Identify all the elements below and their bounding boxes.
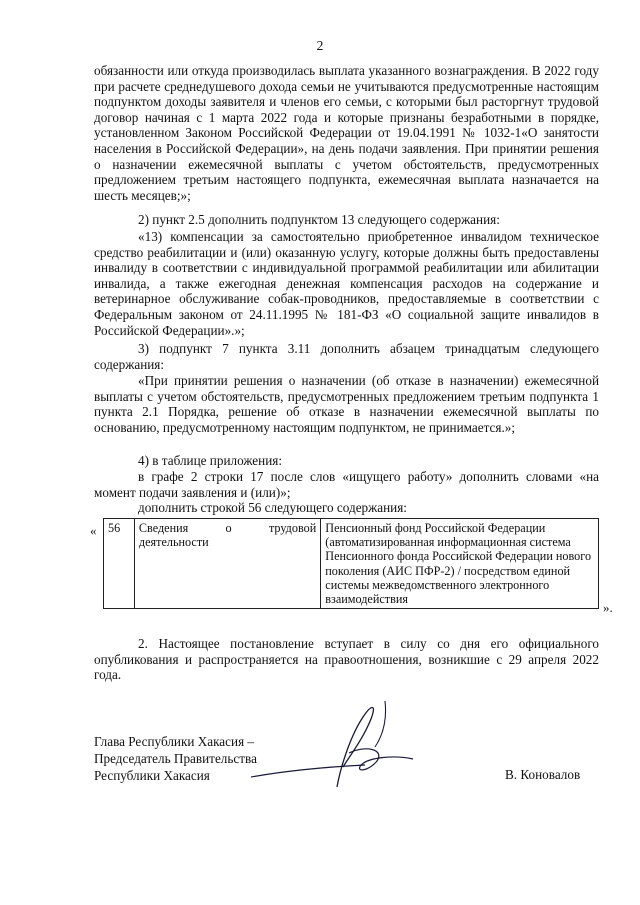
paragraph-subitem-13: «13) компенсации за самостоятельно приобретенное инвалидом техническое средство реабилитации и (или) оказанную услугу, которые должны быть предоставлены инвалиду в соответствии с индивидуальной программой реабилитации или абилитации инвалида, а также ежегодная денежная компенсация расходов на содержание и ветеринарное обслуживание собак-проводников, предоставляемые в соответствии с Федеральным законом от 24.11.1995 № 181-ФЗ «О социальной защите инвалидов в Российской Федерации».»; [94,229,599,338]
paragraph-item-3: 3) подпункт 7 пункта 3.11 дополнить абзацем тринадцатым следующего содержания: [94,341,599,372]
signer-title-line: Глава Республики Хакасия – [94,734,255,749]
paragraph-quoted-addition: «При принятии решения о назначении (об отказе в назначении) ежемесячной выплаты с учетом обстоятельств, предусмотренных предложением третьим подпункта 1 пункта 2.1 Порядка, решение об отказе в назначении ежемесячной выплаты по основанию, предусмотренному настоящим подпунктом, не принимается.»; [94,373,599,435]
table-open-quote: « [90,523,97,538]
info-word: Сведения [138,521,189,535]
handwritten-signature [245,695,445,795]
paragraph-continuation: обязанности или откуда производилась выплата указанного вознаграждения. В 2022 году при расчете среднедушевого дохода семьи не учитываются предусмотренные настоящим подпунктом доходы заявителя и членов его семьи, с которыми был расторгнут трудовой договор начиная с 1 марта 2022 года и которые признаны безработными в порядке, установленном Законом Российской Федерации от 19.04.1991 № 1032-1«О занятости населения в Российской Федерации», на день подачи заявления. При принятии решения о назначении ежемесячной выплаты с учетом обстоятельств, предусмотренных предложением третьим настоящего подпункта, ежемесячная выплата назначается на шесть месяцев;»; [94,63,599,203]
appendix-table [103,518,599,609]
table-close-quote: ». [603,600,613,615]
signer-title-line: Председатель Правительства [94,751,257,766]
signer-name: В. Коновалов [505,767,581,782]
row-number: 56 [104,519,135,609]
page-number: 2 [316,38,324,53]
paragraph-column-amendment: в графе 2 строки 17 после слов «ищущего работу» дополнить словами «на момент подачи заявления и (или)»; [94,469,599,500]
paragraph-item-2: 2) пункт 2.5 дополнить подпунктом 13 следующего содержания: [138,212,500,227]
source-cell: Пенсионный фонд Российской Федерации (автоматизированная информационная система Пенсионного фонда Российской Федерации нового поколения (АИС ПФР-2) / посредством единой системы межведомственного электронного взаимодействия [321,519,599,609]
table-row [104,519,599,609]
info-word: о [225,521,232,535]
info-word: трудовой [268,521,317,535]
paragraph-add-row: дополнить строкой 56 следующего содержания: [138,500,407,515]
info-line: деятельности [138,535,209,550]
signer-title-line: Республики Хакасия [94,768,210,783]
paragraph-effective-date: 2. Настоящее постановление вступает в силу со дня его официального опубликования и распространяется на правоотношения, возникшие с 29 апреля 2022 года. [94,636,599,683]
paragraph-item-4: 4) в таблице приложения: [138,453,282,468]
info-cell [134,519,320,609]
signature-block [94,733,257,784]
